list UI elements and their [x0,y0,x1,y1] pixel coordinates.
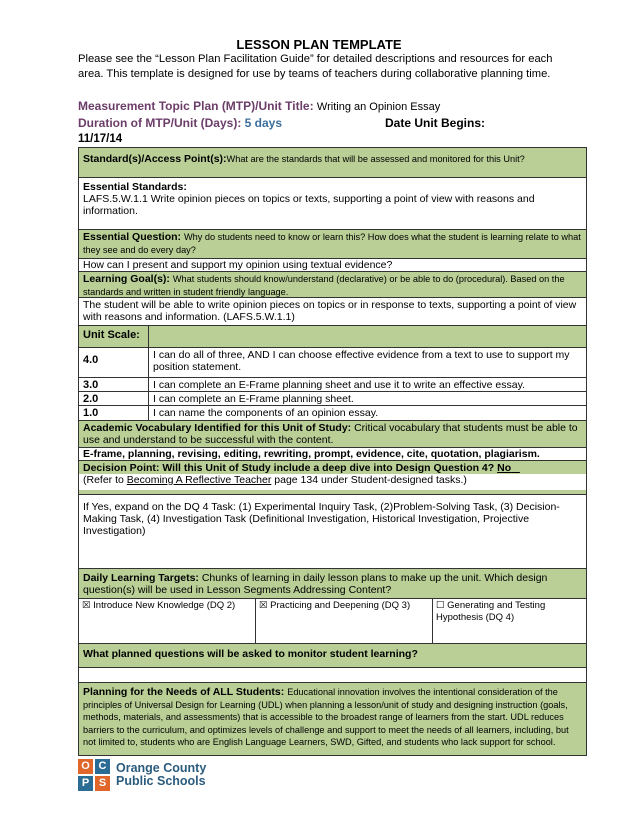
standards-label: Standard(s)/Access Point(s): [83,153,227,165]
scale-row [79,348,586,378]
essential-question-label: Essential Question: [83,231,182,243]
decision-answer: No [497,462,512,474]
unit-scale-header [79,326,586,348]
daily-targets-label: Daily Learning Targets: [83,572,199,584]
decision-label: Decision Point: Will this Unit of Study include a deep dive into Design Question 4? [83,462,495,474]
dq2-checkbox[interactable]: ☒ [82,600,91,611]
scale-row [79,392,586,406]
dq2-label: Introduce New Knowledge (DQ 2) [93,600,236,611]
daily-targets-prompt: Chunks of learning in daily lesson plans to make up the unit. Which design question(s) will be used in Lesson Segments Addressing Content? [83,572,548,596]
topic-line [78,99,440,113]
vocabulary-answer: E-frame, planning, revising, editing, rewriting, prompt, evidence, cite, quotation, plagiarism. [79,448,586,461]
dq3-label: Practicing and Deepening (DQ 3) [270,600,411,611]
duration-value: 5 days [244,116,283,130]
learning-goal-answer: The student will be able to write opinion pieces on topics or in response to texts, supporting a point of view with reasons and information. (LAFS.5.W.1.1) [79,298,586,326]
scale-level: 3.0 [79,378,149,391]
topic-value: Writing an Opinion Essay [316,101,441,113]
monitor-questions-header: What planned questions will be asked to monitor student learning? [79,644,586,668]
reflective-teacher-link[interactable]: Becoming A Reflective Teacher [126,474,272,486]
unit-scale-label: Unit Scale: [79,326,149,347]
scale-row [79,378,586,392]
learning-goal-header [79,272,586,298]
scale-text: I can complete an E-Frame planning sheet and use it to write an effective essay. [153,379,525,391]
duration-line [78,116,282,130]
design-question-options [79,599,586,644]
essential-question-prompt: Why do students need to know or learn this? How does what the student is learning relate to what they see and do every day? [83,232,581,255]
dq4-label: Generating and Testing Hypothesis (DQ 4) [436,600,546,623]
scale-level: 4.0 [79,348,149,377]
logo-letter-o: O [78,759,93,774]
scale-row [79,406,586,421]
intro-text: Please see the “Lesson Plan Facilitation Guide” for detailed descriptions and resources for each area. This template is designed for use by teams of teachers during collaborative planning time. [78,53,553,80]
scale-level: 1.0 [79,406,149,420]
essential-standards-label: Essential Standards: [83,181,187,193]
planning-needs-cell [79,683,586,755]
vocabulary-prompt: Critical vocabulary that students must be able to use and understand to be successful with the content. [83,422,578,446]
vocabulary-label: Academic Vocabulary Identified for this Unit of Study: [83,422,352,434]
logo-line-1: Orange County [116,761,207,775]
topic-label: Measurement Topic Plan (MTP)/Unit Title: [78,99,314,113]
date-value: 11/17/14 [78,133,123,145]
scale-level: 2.0 [79,392,149,405]
dq4-option[interactable] [433,599,586,643]
learning-goal-prompt: What students should know/understand (declarative) or be able to do (procedural). Based on the standards and written in student friendly language. [83,274,565,297]
standards-header [79,148,586,178]
dq3-option[interactable] [256,599,433,643]
logo-letter-c: C [95,759,110,774]
scale-text: I can complete an E-Frame planning sheet. [153,393,354,405]
decision-ref-post: page 134 under Student-designed tasks.) [274,474,467,486]
dq4-task-cell: If Yes, expand on the DQ 4 Task: (1) Experimental Inquiry Task, (2)Problem-Solving Task, (3) Decision-Making Task, (4) Investigation Task (Definitional Investigation, Historical Investigation, Projective Investigation) [79,495,586,569]
planning-label: Planning for the Needs of ALL Students: [83,686,285,698]
essential-standards-text: LAFS.5.W.1.1 Write opinion pieces on topics or texts, supporting a point of view with reasons and information. [83,193,535,217]
ocps-logo-mark [78,759,110,791]
scale-text: I can do all of three, AND I can choose effective evidence from a text to use to support my position statement. [153,349,570,373]
logo-letter-p: P [78,776,93,791]
learning-goal-label: Learning Goal(s): [83,273,170,285]
ocps-logo [78,759,206,791]
duration-label: Duration of MTP/Unit (Days): [78,116,242,130]
daily-targets-header [79,569,586,599]
logo-line-2: Public Schools [116,774,206,788]
essential-standards-cell [79,178,586,230]
planning-text: Educational innovation involves the intentional consideration of the principles of Universal Design for Learning (UDL) when planning a lesson/unit of study and designing instruction (goals, methods, materials, and assessments) that is accessible to the broadest range of learners from the start. UDL reduces barriers to the curriculum, and optimizes levels of challenge and support to meet the needs of all learners, including, but not limited to, students who are English Language Learners, SWD, Gifted, and students who lack support for school. [83,687,569,747]
logo-letter-s: S [95,776,110,791]
date-label: Date Unit Begins: [385,116,486,130]
vocabulary-header [79,421,586,448]
page-title: LESSON PLAN TEMPLATE [236,37,402,52]
lesson-plan-table [78,147,587,756]
dq4-checkbox[interactable]: ☐ [436,600,445,611]
dq3-checkbox[interactable]: ☒ [259,600,268,611]
essential-question-header [79,230,586,259]
ocps-logo-text [116,762,206,788]
decision-point-cell [79,461,586,495]
monitor-questions-answer [79,668,586,683]
decision-ref-pre: (Refer to [83,474,124,486]
standards-question: What are the standards that will be assessed and monitored for this Unit? [226,154,525,164]
dq2-option[interactable] [79,599,256,643]
scale-text: I can name the components of an opinion essay. [153,407,379,419]
essential-question-answer: How can I present and support my opinion using textual evidence? [79,259,586,272]
